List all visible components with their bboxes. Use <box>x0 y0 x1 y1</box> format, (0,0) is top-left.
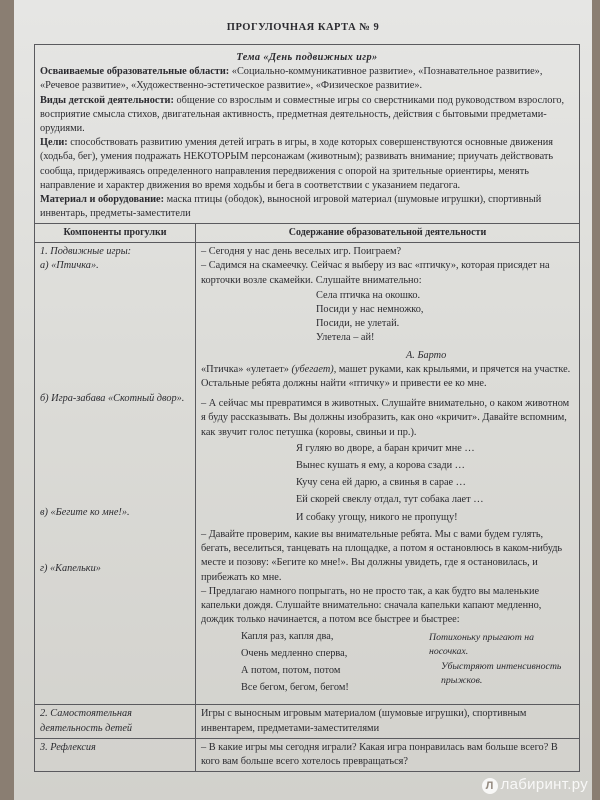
games-title: 1. Подвижные игры: <box>40 246 132 258</box>
col-content-header: Содержание образовательной деятельности <box>196 224 580 243</box>
intro-activities <box>40 94 574 137</box>
intro-cell <box>35 45 580 224</box>
intro-row <box>35 45 580 224</box>
verse-line: И собаку угощу, никого не пропущу! <box>296 511 458 523</box>
game-a-line-2: – Садимся на скамеечку. Сейчас я выберу из вас «птичку», которая присядет на корточки возле скамейки. Слушайте внимательно: <box>201 260 550 286</box>
verse-line: Капля раз, капля два, <box>241 631 334 643</box>
verse-line: Очень медленно сперва, <box>241 648 348 660</box>
game-a-line-1: – Сегодня у нас день веселых игр. Поиграем? <box>201 246 402 258</box>
goals-label: Цели: <box>40 137 68 149</box>
labirint-watermark <box>482 776 588 794</box>
spacer <box>40 274 190 392</box>
walk-card-table <box>34 44 580 772</box>
labirint-logo-icon: Л <box>482 778 498 794</box>
game-a-title: а) «Птичка». <box>40 260 99 272</box>
section-row-independent <box>35 705 580 738</box>
verse-line: Села птичка на окошко. <box>316 289 421 301</box>
document-title: ПРОГУЛОЧНАЯ КАРТА № 9 <box>226 22 380 33</box>
independent-left-cell: 2. Самостоятельная деятельность детей <box>35 705 196 738</box>
game-a-rules <box>201 363 574 391</box>
verse-line: Улетела – ай! <box>316 332 375 344</box>
game-d-verse <box>201 630 574 702</box>
activities-label: Виды детской деятельности: <box>40 94 174 106</box>
stage-direction-note: Потихоньку прыгают на носочках. <box>429 632 534 657</box>
game-d-text: – Предлагаю намного попрыгать, но не просто так, а как будто вы маленькие капельки дождя. Слушайте внимательно: сначала капельки капают медленно, дождик только начинается, а потом все быстрее и быстрее: <box>201 585 542 626</box>
game-c-text: – Давайте проверим, какие вы внимательные ребята. Мы с вами будем гулять, бегать, веселиться, танцевать на площадке, а потом я остановлюсь в каком-нибудь месте и позову: «Бегите ко мне!». Вы должны увидеть, где я остановилась, и прибежать ко мне. <box>201 528 563 583</box>
independent-content-cell: Игры с выносным игровым материалом (шумовые игрушки), спортивным инвентарем, предметами-заместителями <box>196 705 580 738</box>
game-b-verse <box>201 442 574 525</box>
areas-text: «Социально-коммуникативное развитие», «Познавательное развитие», «Речевое развитие», «Художественно-эстетическое развитие», «Физическое развитие». <box>40 66 543 92</box>
section-row-games <box>35 243 580 705</box>
verse-line: Посиди, не улетай. <box>316 318 400 330</box>
game-d-title: г) «Капельки» <box>40 563 101 575</box>
intro-areas <box>40 65 574 93</box>
materials-label: Материал и оборудование: <box>40 194 165 206</box>
stage-direction-note: Убыстряют интенсивность прыжков. <box>441 661 562 686</box>
game-c-title: в) «Бегите ко мне!». <box>40 506 130 518</box>
spacer <box>40 406 190 506</box>
areas-label: Осваиваемые образовательные области: <box>40 66 230 78</box>
verse-line: Кучу сена ей дарю, а свинья в сарае … <box>296 477 466 489</box>
section-row-reflection <box>35 738 580 771</box>
games-content-cell <box>196 243 580 705</box>
header-row <box>35 224 580 243</box>
verse-author: А. Барто <box>406 349 447 361</box>
verse-line: Все бегом, бегом, бегом! <box>241 682 349 694</box>
verse-line: Посиди у нас немножко, <box>316 304 424 316</box>
theme-title: Тема «День подвижных игр» <box>236 52 378 63</box>
col-components-header: Компоненты прогулки <box>35 224 196 243</box>
game-b-text: – А сейчас мы превратимся в животных. Слушайте внимательно, о каком животном я буду рассказывать. Вы должны изобразить, как оно «кричит». Давайте вспомним, как звучит голос петушка (коровы, свиньи и пр.). <box>201 398 570 438</box>
reflection-left-cell: 3. Рефлексия <box>35 738 196 771</box>
rules-text-start: «Птичка» «улетает» <box>201 363 292 375</box>
games-left-cell <box>35 243 196 705</box>
intro-goals <box>40 136 574 193</box>
rules-text-end: , машет руками, как крыльями, и прячется на участке. Остальные ребята должны найти «птичку» и привести ее ко мне. <box>201 363 571 390</box>
verse-line: Ей скорей свеклу отдал, тут собака лает … <box>296 494 484 506</box>
game-b-title: б) Игра-забава «Скотный двор». <box>40 392 185 404</box>
watermark-text: лабиринт.ру <box>500 776 588 793</box>
document-page <box>14 0 592 800</box>
verse-line: А потом, потом, потом <box>241 665 341 677</box>
game-a-verse <box>201 289 574 346</box>
rules-text-italic: (убегает) <box>291 363 334 375</box>
spacer <box>40 520 190 562</box>
goals-text: способствовать развитию умения детей играть в игры, в ходе которых совершенствуются основные движения (ходьба, бег), умения подражать НЕКОТОРЫМ персонажам (животным); развивать внимание; приучать действовать сообща, придерживаясь определенного направления передвижения с опорой на зрительные ориентиры, менять направление и характер движения во время ходьбы и бега в соответствии с указанием педагога. <box>40 137 554 191</box>
verse-line: Вынес кушать я ему, а корова сзади … <box>296 460 465 472</box>
intro-materials <box>40 193 574 221</box>
activities-text: общение со взрослым и совместные игры со сверстниками под руководством взрослого, восприятие смысла стихов, двигательная активность, предметная деятельность, действия с бытовыми предметами-орудиями. <box>40 94 565 135</box>
materials-text: маска птицы (ободок), выносной игровой материал (шумовые игрушки), спортивный инвентарь, предметы-заместители <box>40 194 542 220</box>
reflection-content-cell: – В какие игры мы сегодня играли? Какая игра понравилась вам больше всего? В кого вам больше всего хотелось превращаться? <box>196 738 580 771</box>
verse-line: Я гуляю во дворе, а баран кричит мне … <box>296 442 475 454</box>
